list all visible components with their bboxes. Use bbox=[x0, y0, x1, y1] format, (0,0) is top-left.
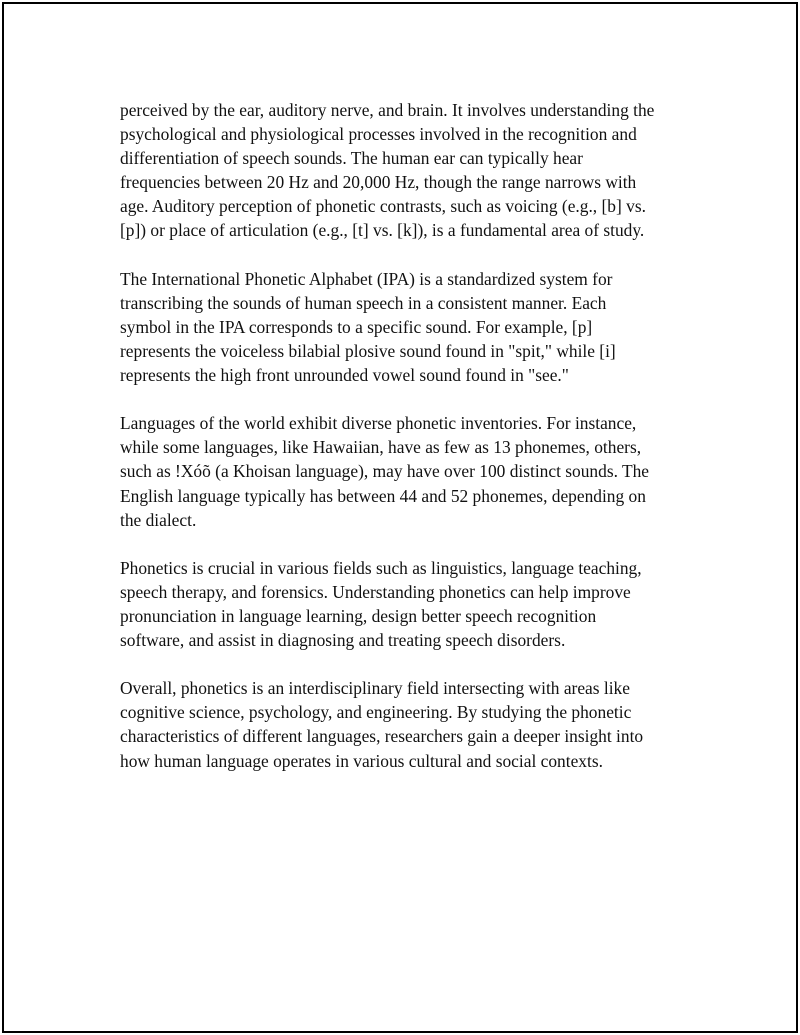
document-page bbox=[2, 2, 798, 1033]
paragraph-conclusion: Overall, phonetics is an interdisciplinary field intersecting with areas like cognitive science, psychology, and engineering. By studying the phonetic characteristics of different languages, researchers gain a deeper insight into how human language operates in various cultural and social contexts. bbox=[120, 678, 644, 771]
paragraph-auditory-perception: perceived by the ear, auditory nerve, and brain. It involves understanding the psychological and physiological processes involved in the recognition and differentiation of speech sounds. The human ear can typically hear frequencies between 20 Hz and 20,000 Hz, though the range narrows with age. Auditory perception of phonetic contrasts, such as voicing (e.g., [b] vs. [p]) or place of articulation (e.g., [t] vs. [k]), is a fundamental area of study. bbox=[120, 100, 655, 241]
paragraph-applications: Phonetics is crucial in various fields such as linguistics, language teaching, speech therapy, and forensics. Understanding phonetics can help improve pronunciation in language learning, design better speech recognition software, and assist in diagnosing and treating speech disorders. bbox=[120, 557, 642, 651]
document-body bbox=[120, 98, 700, 797]
paragraph-ipa: The International Phonetic Alphabet (IPA) is a standardized system for transcribing the sounds of human speech in a consistent manner. Each symbol in the IPA corresponds to a specific sound. For example, [p] represents the voiceless bilabial plosive sound found in "spit," while [i] represents the high front unrounded vowel sound found in "see." bbox=[120, 268, 616, 386]
paragraph-phonetic-inventories: Languages of the world exhibit diverse phonetic inventories. For instance, while some languages, like Hawaiian, have as few as 13 phonemes, others, such as !Xóõ (a Khoisan language), may have over 100 distinct sounds. The English language typically has between 44 and 52 phonemes, depending on the dialect. bbox=[120, 413, 650, 530]
